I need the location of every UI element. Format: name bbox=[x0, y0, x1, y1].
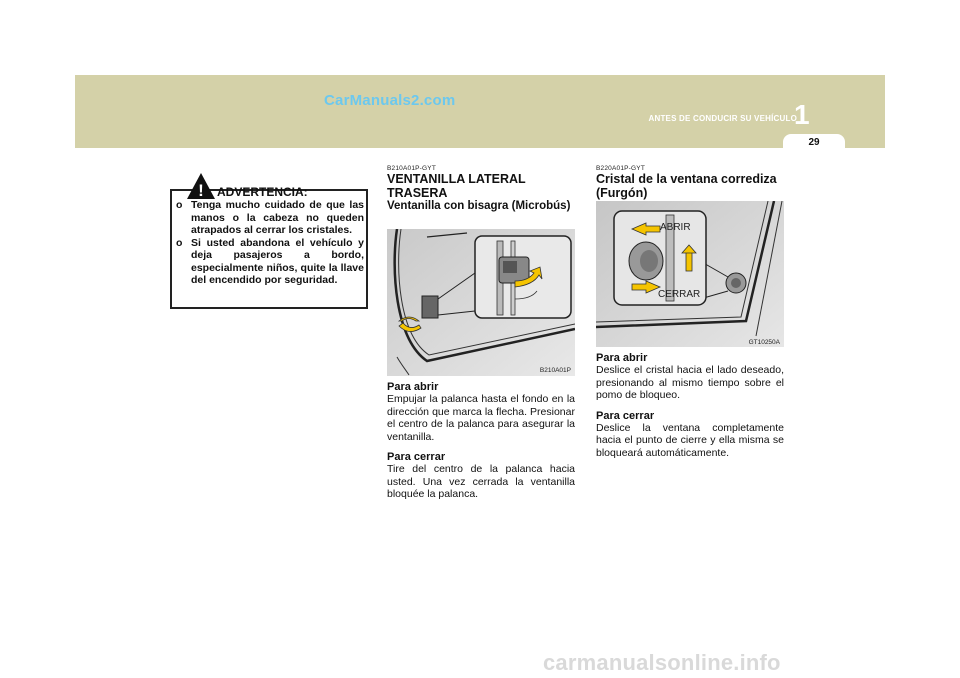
warning-list bbox=[176, 199, 364, 287]
warning-title: ADVERTENCIA: bbox=[217, 185, 308, 199]
svg-text:B210A01P: B210A01P bbox=[539, 367, 571, 374]
bullet: o bbox=[176, 236, 183, 249]
rear-window-section bbox=[387, 165, 575, 213]
svg-text:!: ! bbox=[198, 181, 204, 200]
open-text: Empujar la palanca hasta el fondo en la dirección que marca la flecha. Presionar el centro de la palanca para asegurar la ventanilla. bbox=[387, 393, 575, 443]
section-title: Cristal de la ventana corrediza (Furgón) bbox=[596, 172, 777, 200]
chapter-number: 1 bbox=[794, 99, 810, 130]
sliding-window-illustration bbox=[596, 201, 784, 347]
section-code: B210A01P-GYT bbox=[387, 165, 437, 172]
brand-link[interactable]: CarManuals2.com bbox=[324, 92, 456, 109]
svg-text:GT10250A: GT10250A bbox=[748, 339, 780, 346]
svg-text:CERRAR: CERRAR bbox=[658, 289, 701, 300]
section-code: B220A01P-GYT bbox=[596, 165, 646, 172]
warning-item: o Tenga mucho cuidado de que las manos o la cabeza no queden atrapados al cerrar los cristales. bbox=[176, 199, 364, 236]
open-text: Deslice el cristal hacia el lado deseado, presionando al mismo tiempo sobre el pomo de bloqueo. bbox=[596, 364, 784, 401]
section-subtitle: Ventanilla con bisagra (Microbús) bbox=[387, 200, 571, 212]
sliding-window-instructions bbox=[596, 352, 784, 459]
close-heading: Para cerrar bbox=[387, 451, 446, 463]
rear-window-instructions bbox=[387, 381, 575, 501]
header-band bbox=[75, 75, 885, 148]
warning-triangle-icon bbox=[186, 172, 216, 200]
page-number: 29 bbox=[808, 137, 820, 148]
svg-text:ABRIR: ABRIR bbox=[660, 222, 691, 233]
section-title: VENTANILLA LATERAL TRASERA bbox=[387, 172, 526, 200]
open-heading: Para abrir bbox=[596, 352, 648, 364]
close-text: Tire del centro de la palanca hacia usted. Una vez cerrada la ventanilla bloquée la palanca. bbox=[387, 463, 575, 500]
warning-item: o Si usted abandona el vehículo y deja pasajeros a bordo, especialmente niños, quite la llave del encendido por seguridad. bbox=[176, 236, 364, 286]
watermark: carmanualsonline.info bbox=[543, 650, 781, 675]
close-text: Deslice la ventana completamente hacia el punto de cierre y ella misma se bloqueará automáticamente. bbox=[596, 421, 784, 459]
close-heading: Para cerrar bbox=[596, 409, 655, 422]
sliding-window-section bbox=[596, 165, 784, 200]
open-heading: Para abrir bbox=[387, 381, 439, 393]
bullet: o bbox=[176, 199, 183, 211]
chapter-title: ANTES DE CONDUCIR SU VEHÍCULO bbox=[648, 114, 797, 123]
hinged-window-illustration bbox=[387, 229, 575, 376]
